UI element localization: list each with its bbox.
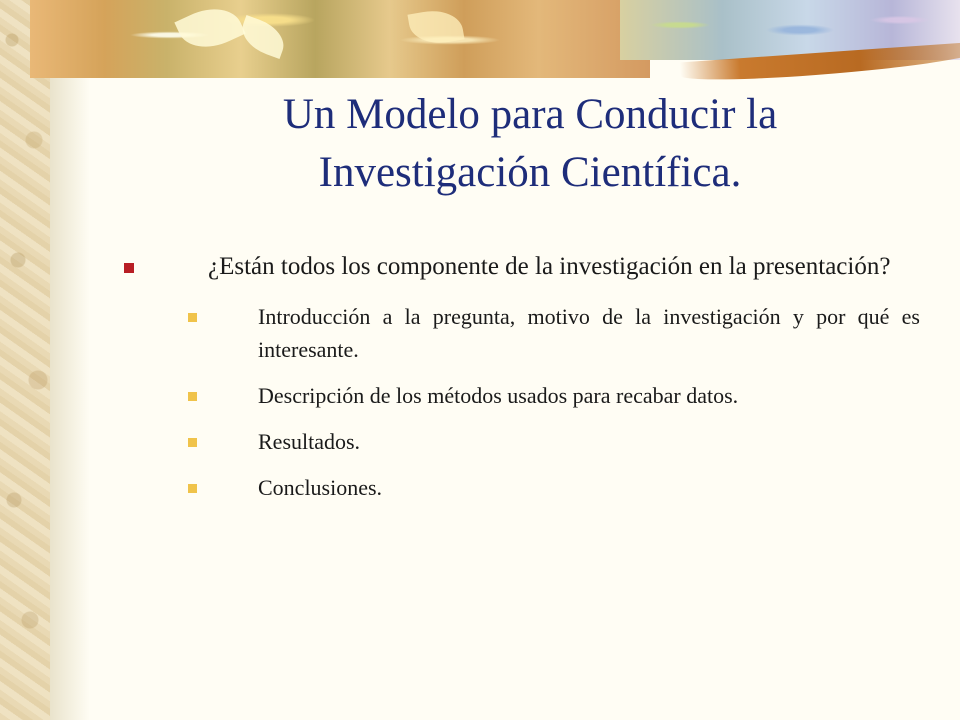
square-bullet-icon bbox=[124, 263, 134, 273]
sub-bullet-item bbox=[120, 300, 920, 366]
title-line-2: Investigación Científica. bbox=[318, 149, 742, 196]
slide-content bbox=[120, 248, 920, 517]
square-bullet-icon bbox=[188, 313, 197, 322]
main-bullet-text: ¿Están todos los componente de la investigación en la presentación? bbox=[208, 253, 891, 280]
slide-title bbox=[140, 86, 920, 202]
decorative-banner bbox=[30, 0, 960, 80]
square-bullet-icon bbox=[188, 438, 197, 447]
title-line-1: Un Modelo para Conducir la bbox=[282, 91, 778, 138]
sub-bullet-item bbox=[120, 379, 920, 412]
sub-bullet-text: Descripción de los métodos usados para recabar datos. bbox=[258, 383, 739, 408]
sub-bullet-item bbox=[120, 471, 920, 504]
sub-bullet-text: Conclusiones. bbox=[258, 475, 383, 500]
banner-floral-strip bbox=[30, 0, 650, 78]
sub-bullet-list bbox=[120, 300, 920, 504]
left-strip-shadow bbox=[50, 0, 90, 720]
sub-bullet-item bbox=[120, 425, 920, 458]
left-textured-strip bbox=[0, 0, 50, 720]
sub-bullet-text: Introducción a la pregunta, motivo de la investigación y por qué es interesante. bbox=[258, 304, 920, 362]
square-bullet-icon bbox=[188, 392, 197, 401]
main-bullet-item bbox=[120, 248, 920, 286]
sub-bullet-text: Resultados. bbox=[258, 429, 361, 454]
square-bullet-icon bbox=[188, 484, 197, 493]
